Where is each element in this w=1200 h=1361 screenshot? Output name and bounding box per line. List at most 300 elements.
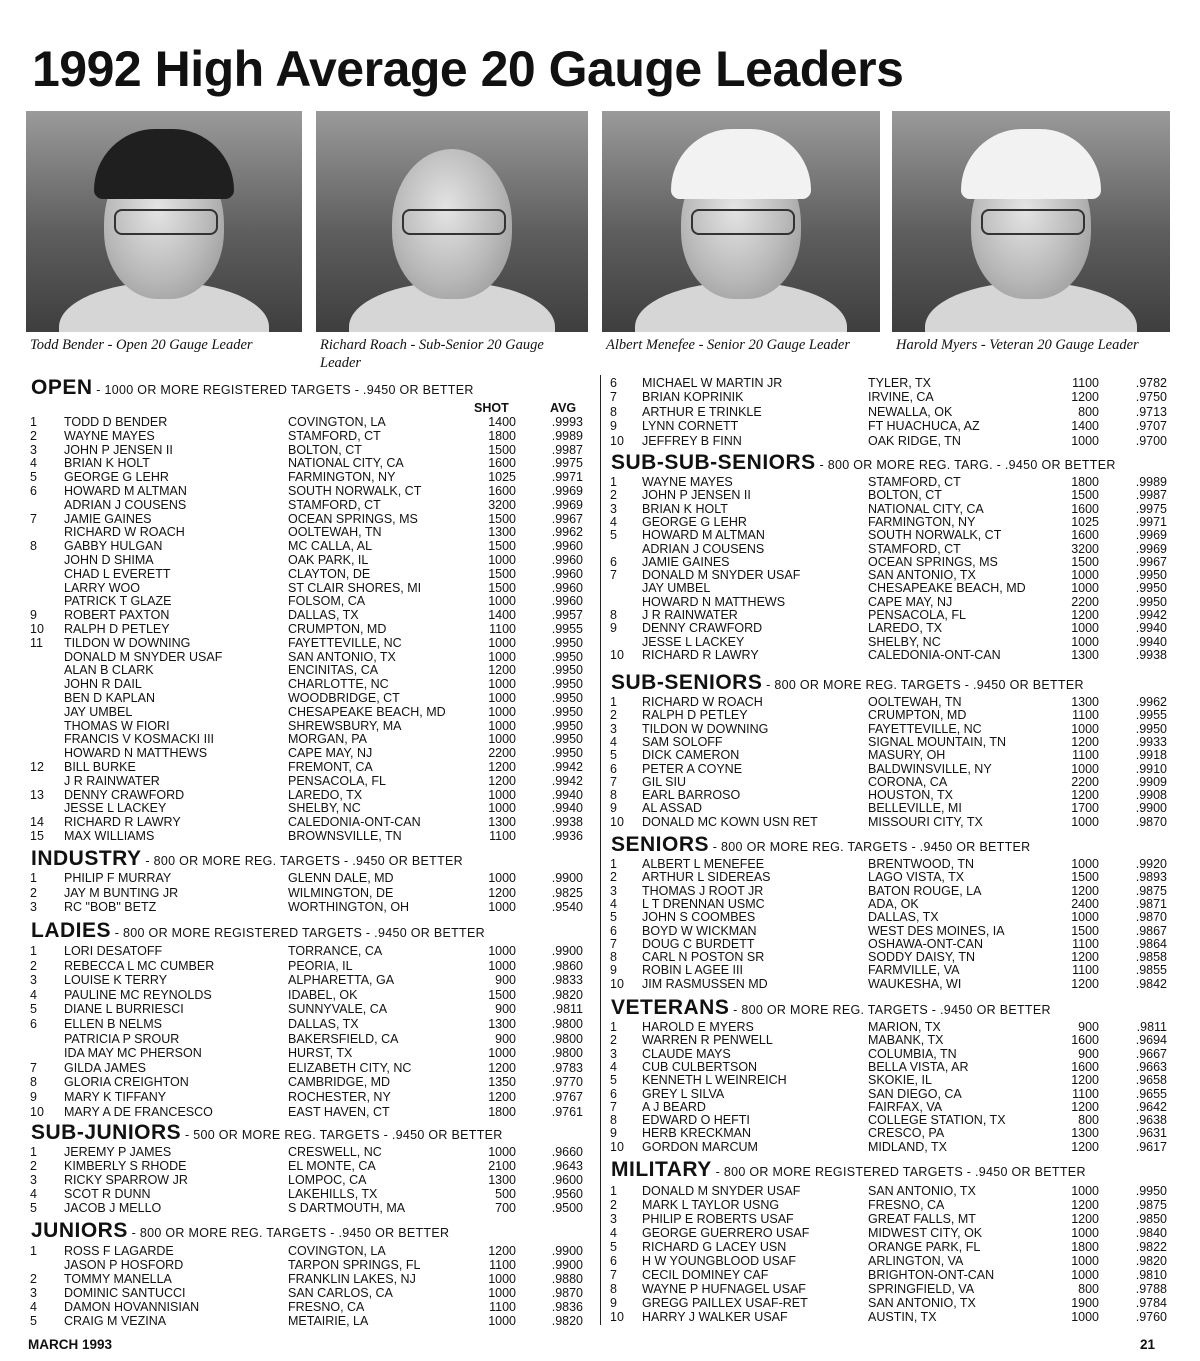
section-name: MILITARY — [611, 1158, 712, 1181]
rank-cell: 10 — [610, 1139, 624, 1154]
city-cell: LOMPOC, CA — [288, 1173, 367, 1187]
rank-cell: 5 — [610, 1073, 617, 1088]
shot-cell: 1000 — [1071, 634, 1099, 649]
city-cell: SAN DIEGO, CA — [868, 1086, 962, 1101]
rank-cell: 5 — [610, 1240, 617, 1254]
rank-cell: 10 — [610, 433, 624, 448]
city-cell: S DARTMOUTH, MA — [288, 1201, 406, 1215]
name-cell: ROBIN L AGEE III — [642, 963, 743, 978]
table-row — [30, 512, 587, 526]
avg-cell: .9811 — [1136, 1020, 1167, 1034]
name-cell: LARRY WOO — [64, 580, 140, 595]
name-cell: DONALD M SNYDER USAF — [642, 568, 801, 583]
shot-cell: 1100 — [489, 622, 516, 636]
rank-cell: 10 — [610, 1310, 624, 1324]
shot-cell: 1100 — [1072, 708, 1099, 723]
avg-cell: .9950 — [551, 732, 583, 747]
name-cell: PETER A COYNE — [642, 761, 743, 776]
shot-cell: 900 — [1078, 1020, 1099, 1034]
table-row — [610, 788, 1171, 802]
name-cell: MARY K TIFFANY — [64, 1090, 167, 1104]
table-row — [30, 498, 587, 512]
avg-cell: .9660 — [551, 1145, 583, 1159]
table-row — [610, 708, 1171, 722]
avg-cell: .9643 — [551, 1159, 583, 1173]
city-cell: BRENTWOOD, TN — [868, 857, 975, 871]
name-cell: MICHAEL W MARTIN JR — [642, 376, 783, 390]
name-cell: BRIAN K HOLT — [642, 501, 728, 516]
table-row — [30, 677, 587, 691]
table-row — [610, 1268, 1171, 1282]
name-cell: KENNETH L WEINREICH — [642, 1073, 787, 1088]
rank-cell: 6 — [610, 1086, 617, 1101]
table-row — [30, 1201, 587, 1215]
table-row — [610, 748, 1171, 762]
table-row — [610, 722, 1171, 736]
name-cell: ALBERT L MENEFEE — [642, 857, 765, 871]
name-cell: IDA MAY MC PHERSON — [64, 1046, 202, 1061]
section-requirement: - 800 OR MORE REGISTERED TARGETS - .9450 OR BETTER — [711, 1165, 1086, 1179]
shot-cell: 1500 — [488, 566, 516, 581]
table-row — [30, 622, 587, 636]
section-requirement: - 800 OR MORE REG. TARG. - .9450 OR BETTER — [815, 458, 1116, 472]
table-row — [610, 1033, 1171, 1047]
shot-cell: 1000 — [488, 1272, 516, 1286]
avg-cell: .9942 — [551, 760, 583, 774]
avg-cell: .9938 — [1135, 647, 1167, 662]
shot-cell: 1500 — [1071, 554, 1099, 569]
city-cell: TARPON SPRINGS, FL — [288, 1258, 421, 1272]
avg-cell: .9870 — [551, 1286, 583, 1300]
rank-cell: 8 — [30, 1075, 37, 1090]
rank-cell: 9 — [610, 1296, 617, 1310]
section-requirement: - 800 OR MORE REG. TARGETS - .9450 OR BETTER — [729, 1003, 1051, 1017]
table-row — [610, 950, 1171, 964]
city-cell: OAK RIDGE, TN — [868, 433, 961, 448]
avg-cell: .9822 — [1135, 1240, 1167, 1254]
rank-cell: 10 — [610, 976, 624, 991]
table-row — [610, 1212, 1171, 1226]
rank-cell: 8 — [610, 404, 617, 419]
city-cell: CHARLOTTE, NC — [288, 677, 389, 692]
avg-cell: .9667 — [1135, 1046, 1167, 1061]
city-cell: OOLTEWAH, TN — [868, 695, 962, 709]
shot-cell: 1300 — [488, 1173, 516, 1187]
shot-cell: 1300 — [1071, 695, 1099, 709]
section-heading-seniors — [611, 834, 1030, 855]
avg-cell: .9858 — [1135, 950, 1167, 965]
shot-cell: 900 — [495, 973, 516, 988]
shot-cell: 1000 — [1071, 1268, 1099, 1282]
city-cell: WEST DES MOINES, IA — [868, 923, 1005, 938]
table-row — [610, 762, 1171, 776]
rank-cell: 2 — [610, 870, 617, 885]
avg-cell: .9950 — [551, 663, 583, 678]
name-cell: J R RAINWATER — [64, 773, 160, 788]
shot-cell: 800 — [1078, 1113, 1099, 1128]
city-cell: LAKEHILLS, TX — [288, 1187, 378, 1201]
shot-cell: 1100 — [1072, 936, 1099, 951]
shot-cell: 1500 — [1071, 870, 1099, 885]
rank-cell: 7 — [610, 568, 617, 583]
name-cell: RC "BOB" BETZ — [64, 900, 157, 915]
avg-cell: .9940 — [1135, 634, 1167, 649]
city-cell: MISSOURI CITY, TX — [868, 814, 983, 829]
rank-cell: 7 — [30, 511, 37, 526]
avg-cell: .9842 — [1135, 976, 1167, 991]
shot-cell: 1000 — [1071, 761, 1099, 776]
shot-cell: 1200 — [488, 773, 516, 788]
avg-cell: .9893 — [1135, 870, 1167, 885]
name-cell: PAULINE MC REYNOLDS — [64, 987, 212, 1002]
table-row — [610, 528, 1171, 542]
name-cell: THOMAS W FIORI — [64, 718, 170, 733]
table-row — [30, 539, 587, 553]
rank-cell: 3 — [30, 1286, 37, 1300]
table-row — [30, 719, 587, 733]
section-name: SUB-JUNIORS — [31, 1121, 182, 1144]
name-cell: WAYNE MAYES — [642, 475, 733, 489]
shot-cell: 1025 — [488, 470, 516, 485]
name-cell: GILDA JAMES — [64, 1060, 146, 1075]
shot-cell: 1400 — [1071, 419, 1099, 434]
avg-cell: .9880 — [551, 1272, 583, 1286]
table-row — [30, 1314, 587, 1328]
city-cell: BELLA VISTA, AR — [868, 1059, 969, 1074]
name-cell: BRIAN KOPRINIK — [642, 390, 744, 405]
name-cell: PATRICK T GLAZE — [64, 594, 172, 609]
rank-cell: 1 — [30, 1244, 37, 1258]
city-cell: LAREDO, TX — [288, 787, 363, 802]
name-cell: DONALD M SNYDER USAF — [642, 1184, 801, 1198]
shot-cell: 2200 — [488, 746, 516, 761]
section-heading-subseniors — [611, 672, 1084, 693]
table-row — [610, 434, 1171, 448]
city-cell: STAMFORD, CT — [868, 475, 961, 489]
avg-cell: .9993 — [551, 415, 583, 429]
section-heading-industry — [31, 848, 463, 869]
shot-cell: 2100 — [488, 1159, 516, 1173]
shot-cell: 900 — [495, 1002, 516, 1017]
shot-cell: 1000 — [1071, 433, 1099, 448]
table-row — [30, 525, 587, 539]
table-row — [610, 937, 1171, 951]
name-cell: CHAD L EVERETT — [64, 566, 171, 581]
section-heading-open — [31, 377, 474, 398]
city-cell: ARLINGTON, VA — [868, 1254, 964, 1268]
table-row — [30, 815, 587, 829]
rank-cell: 4 — [30, 456, 37, 471]
shot-cell: 1900 — [1071, 1296, 1099, 1310]
city-cell: FARMINGTON, NY — [868, 514, 976, 529]
table-row — [610, 884, 1171, 898]
shot-cell: 1100 — [489, 829, 516, 843]
avg-cell: .9950 — [1135, 568, 1167, 583]
shot-cell: 1200 — [1071, 788, 1099, 803]
shot-cell: 1400 — [488, 415, 516, 429]
table-row — [30, 567, 587, 581]
avg-cell: .9707 — [1135, 419, 1167, 434]
shot-cell: 1600 — [488, 456, 516, 471]
avg-cell: .9969 — [551, 484, 583, 498]
table-row — [610, 1198, 1171, 1212]
rank-cell: 2 — [610, 1198, 617, 1212]
name-cell: HOWARD M ALTMAN — [64, 484, 187, 498]
name-cell: DONALD M SNYDER USAF — [64, 649, 223, 664]
name-cell: EARL BARROSO — [642, 788, 741, 803]
shot-cell: 1200 — [1071, 1198, 1099, 1212]
avg-cell: .9940 — [1135, 621, 1167, 636]
city-cell: FAIRFAX, VA — [868, 1099, 943, 1114]
table-row — [30, 650, 587, 664]
table-row — [30, 732, 587, 746]
section-name: INDUSTRY — [31, 847, 142, 870]
section-heading-subsubseniors — [611, 452, 1116, 473]
avg-cell: .9875 — [1135, 1198, 1167, 1212]
avg-cell: .9950 — [551, 718, 583, 733]
rank-cell: 1 — [610, 1184, 617, 1198]
rank-cell: 4 — [610, 514, 617, 529]
section-heading-veterans — [611, 997, 1051, 1018]
name-cell: HERB KRECKMAN — [642, 1126, 752, 1141]
table-row — [30, 663, 587, 677]
shot-cell: 1000 — [1071, 857, 1099, 871]
city-cell: SAN ANTONIO, TX — [868, 1296, 976, 1310]
name-cell: TILDON W DOWNING — [64, 635, 191, 650]
shot-cell: 1200 — [488, 1090, 516, 1104]
city-cell: IRVINE, CA — [868, 390, 934, 405]
city-cell: ROCHESTER, NY — [288, 1090, 391, 1104]
shot-cell: 1700 — [1071, 801, 1099, 816]
name-cell: JEFFREY B FINN — [642, 433, 742, 448]
avg-cell: .9840 — [1135, 1226, 1167, 1240]
avg-cell: .9560 — [551, 1187, 583, 1201]
table-row — [610, 635, 1171, 649]
table-row — [30, 829, 587, 843]
name-cell: WAYNE MAYES — [64, 428, 155, 443]
table-row — [30, 1258, 587, 1272]
avg-cell: .9962 — [551, 525, 583, 540]
avg-cell: .9950 — [551, 649, 583, 664]
shot-cell: 1000 — [488, 635, 516, 650]
name-cell: GREY L SILVA — [642, 1086, 725, 1101]
city-cell: CHESAPEAKE BEACH, MD — [288, 704, 446, 719]
shot-cell: 1200 — [1071, 1099, 1099, 1114]
avg-cell: .9940 — [551, 801, 583, 816]
shot-cell: 1800 — [1071, 1240, 1099, 1254]
avg-cell: .9942 — [551, 773, 583, 788]
rank-cell: 8 — [610, 950, 617, 965]
photo-glasses — [402, 209, 506, 235]
name-cell: RICHARD G LACEY USN — [642, 1240, 787, 1254]
avg-cell: .9900 — [551, 1244, 583, 1258]
name-cell: ARTHUR L SIDEREAS — [642, 870, 771, 885]
table-row — [610, 515, 1171, 529]
shot-cell: 1000 — [1071, 814, 1099, 829]
rank-cell: 6 — [610, 761, 617, 776]
rank-cell: 11 — [30, 635, 43, 650]
table-row — [610, 1126, 1171, 1140]
table-row — [30, 1017, 587, 1031]
shot-cell: 1100 — [1072, 963, 1099, 978]
shot-cell: 1500 — [1071, 923, 1099, 938]
name-cell: JOHN R DAIL — [64, 677, 142, 692]
city-cell: SAN ANTONIO, TX — [288, 649, 396, 664]
shot-cell: 800 — [1078, 404, 1099, 419]
city-cell: BROWNSVILLE, TN — [288, 829, 402, 843]
table-row — [30, 456, 587, 470]
avg-cell: .9967 — [551, 511, 583, 526]
section-requirement: - 800 OR MORE REG. TARGETS - .9450 OR BETTER — [127, 1226, 450, 1240]
shot-cell: 1000 — [1071, 721, 1099, 736]
city-cell: FRESNO, CA — [288, 1300, 365, 1314]
table-row — [610, 419, 1171, 433]
table-row — [610, 1100, 1171, 1114]
rank-cell: 1 — [610, 1020, 617, 1034]
name-cell: RICKY SPARROW JR — [64, 1173, 188, 1187]
shot-cell: 1000 — [488, 958, 516, 973]
city-cell: NATIONAL CITY, CA — [288, 456, 404, 471]
rank-cell: 7 — [610, 774, 617, 789]
issue-date: MARCH 1993 — [28, 1337, 113, 1352]
name-cell: JOHN D SHIMA — [64, 553, 154, 567]
shot-cell: 1200 — [488, 663, 516, 678]
table-row — [30, 705, 587, 719]
name-cell: KIMBERLY S RHODE — [64, 1159, 187, 1173]
city-cell: FT HUACHUCA, AZ — [868, 419, 980, 434]
rank-cell: 12 — [30, 760, 44, 774]
avg-cell: .9713 — [1135, 404, 1167, 419]
table-row — [610, 1140, 1171, 1154]
avg-cell: .9864 — [1135, 936, 1167, 951]
city-cell: FARMINGTON, NY — [288, 470, 396, 485]
rank-cell: 1 — [30, 1145, 37, 1159]
city-cell: MARION, TX — [868, 1020, 941, 1034]
name-cell: JAMIE GAINES — [642, 554, 730, 569]
avg-cell: .9920 — [1135, 857, 1167, 871]
rank-cell: 5 — [30, 1314, 37, 1328]
name-cell: BILL BURKE — [64, 760, 136, 774]
avg-cell: .9950 — [551, 677, 583, 692]
city-cell: CAMBRIDGE, MD — [288, 1075, 391, 1090]
table-row — [30, 1244, 587, 1258]
table-row — [610, 502, 1171, 516]
shot-cell: 1000 — [488, 649, 516, 664]
name-cell: CLAUDE MAYS — [642, 1046, 731, 1061]
avg-column-header: AVG — [550, 401, 577, 415]
avg-cell: .9658 — [1135, 1073, 1167, 1088]
rank-cell: 6 — [610, 376, 617, 390]
table-row — [610, 1282, 1171, 1296]
rank-cell: 10 — [610, 647, 624, 662]
name-cell: ROBERT PAXTON — [64, 608, 170, 623]
city-cell: FRANKLIN LAKES, NJ — [288, 1272, 416, 1286]
photo-glasses — [114, 209, 218, 235]
avg-cell: .9820 — [551, 987, 583, 1002]
avg-cell: .9900 — [1135, 801, 1167, 816]
column-divider — [600, 375, 601, 1325]
rank-cell: 2 — [610, 1033, 617, 1048]
rank-cell: 7 — [610, 936, 617, 951]
avg-cell: .9694 — [1135, 1033, 1167, 1048]
city-cell: CAPE MAY, NJ — [288, 746, 373, 761]
table-row — [610, 870, 1171, 884]
avg-cell: .9500 — [551, 1201, 583, 1215]
avg-cell: .9960 — [551, 580, 583, 595]
avg-cell: .9955 — [551, 622, 583, 636]
rank-cell: 9 — [30, 1090, 37, 1104]
avg-cell: .9957 — [551, 608, 583, 623]
table-row — [30, 944, 587, 958]
shot-cell: 1600 — [488, 484, 516, 498]
city-cell: PENSACOLA, FL — [868, 608, 966, 622]
table-row — [30, 1046, 587, 1060]
leader-photo — [602, 111, 880, 332]
name-cell: JIM RASMUSSEN MD — [642, 976, 768, 991]
rank-cell: 1 — [610, 475, 617, 489]
city-cell: DALLAS, TX — [288, 1017, 359, 1031]
city-cell: FAYETTEVILLE, NC — [868, 721, 982, 736]
name-cell: TOMMY MANELLA — [64, 1272, 172, 1286]
shot-cell: 1500 — [488, 442, 516, 457]
shot-cell: 1000 — [1071, 1310, 1099, 1324]
shot-cell: 1100 — [1072, 748, 1099, 763]
name-cell: JACOB J MELLO — [64, 1201, 162, 1215]
city-cell: CRUMPTON, MD — [868, 708, 967, 723]
shot-cell: 1200 — [1071, 883, 1099, 898]
avg-cell: .9811 — [552, 1002, 583, 1017]
rank-cell: 8 — [30, 539, 37, 554]
photo-glasses — [691, 209, 795, 235]
city-cell: CHESAPEAKE BEACH, MD — [868, 581, 1026, 596]
avg-cell: .9960 — [551, 566, 583, 581]
shot-cell: 1350 — [488, 1075, 516, 1090]
table-row — [610, 1047, 1171, 1061]
avg-cell: .9870 — [1135, 910, 1167, 925]
avg-cell: .9760 — [1135, 1310, 1167, 1324]
avg-cell: .9960 — [551, 539, 583, 554]
rank-cell: 2 — [30, 428, 37, 443]
table-row — [610, 910, 1171, 924]
avg-cell: .9788 — [1135, 1282, 1167, 1296]
rank-cell: 6 — [610, 554, 617, 569]
rank-cell: 3 — [610, 883, 617, 898]
shot-cell: 1200 — [488, 1060, 516, 1075]
table-row — [610, 735, 1171, 749]
city-cell: IDABEL, OK — [288, 987, 358, 1002]
city-cell: OCEAN SPRINGS, MS — [288, 511, 418, 526]
shot-cell: 1000 — [488, 1286, 516, 1300]
shot-cell: 1800 — [488, 1104, 516, 1119]
city-cell: WORTHINGTON, OH — [288, 900, 410, 915]
avg-cell: .9600 — [551, 1173, 583, 1187]
name-cell: RALPH D PETLEY — [64, 622, 170, 636]
avg-cell: .9784 — [1135, 1296, 1167, 1310]
rank-cell: 1 — [610, 695, 617, 709]
section-requirement: - 800 OR MORE REG. TARGETS - .9450 OR BETTER — [141, 854, 464, 868]
city-cell: LAGO VISTA, TX — [868, 870, 965, 885]
city-cell: BAKERSFIELD, CA — [288, 1031, 399, 1046]
table-row — [610, 1184, 1171, 1198]
city-cell: WAUKESHA, WI — [868, 976, 962, 991]
rank-cell: 5 — [30, 1002, 37, 1017]
city-cell: BATON ROUGE, LA — [868, 883, 982, 898]
rank-cell: 3 — [610, 721, 617, 736]
shot-cell: 1100 — [489, 1258, 516, 1272]
rank-cell: 7 — [610, 1268, 617, 1282]
rank-cell: 8 — [610, 608, 617, 622]
rank-cell: 9 — [610, 1126, 617, 1141]
